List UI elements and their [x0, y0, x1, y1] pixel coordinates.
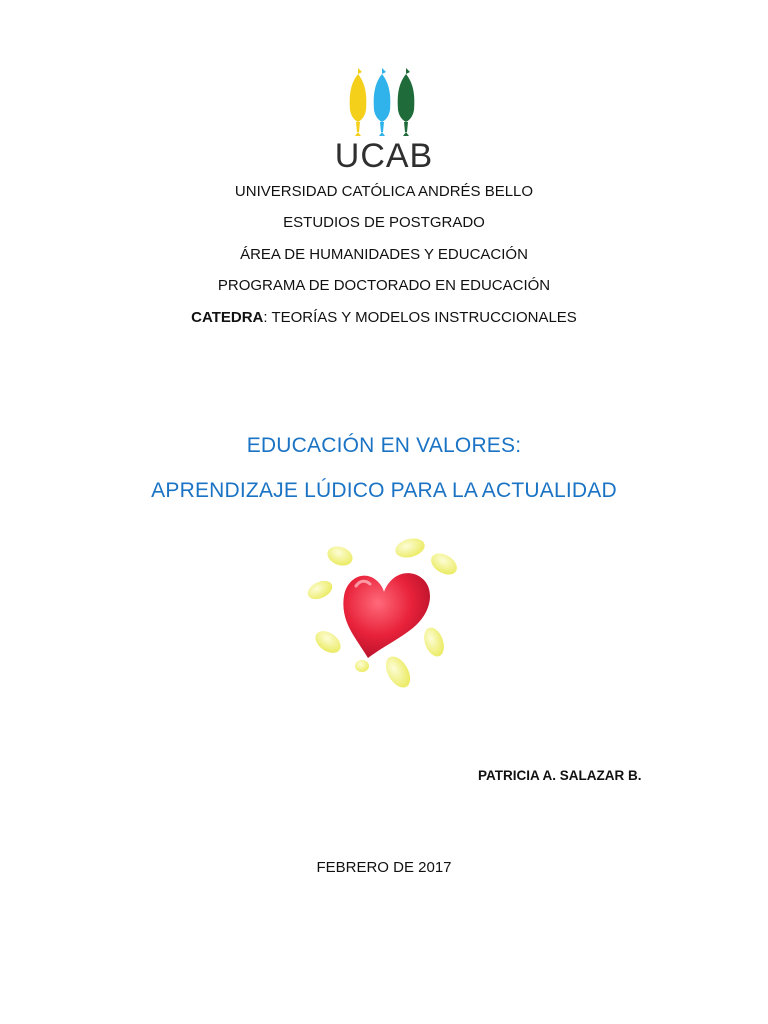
chair-value: : TEORÍAS Y MODELOS INSTRUCCIONALES [263, 309, 577, 326]
program-line: PROGRAMA DE DOCTORADO EN EDUCACIÓN [217, 277, 551, 294]
chair-label: CATEDRA [191, 309, 264, 326]
heart-illustration [296, 534, 472, 694]
document-date: FEBRERO DE 2017 [316, 859, 452, 876]
chair-line [0, 308, 768, 328]
studies-line: ESTUDIOS DE POSTGRADO [283, 214, 485, 231]
logo-pillar-yellow [350, 68, 367, 136]
document-title-line-2: APRENDIZAJE LÚDICO PARA LA ACTUALIDAD [151, 479, 617, 502]
area-line: ÁREA DE HUMANIDADES Y EDUCACIÓN [240, 246, 528, 263]
heart-icon [296, 534, 472, 694]
document-title-line-1: EDUCACIÓN EN VALORES: [246, 434, 522, 457]
author-name: PATRICIA A. SALAZAR B. [478, 768, 642, 783]
logo-pillar-blue [374, 68, 391, 136]
logo-text: UCAB [334, 137, 434, 175]
ucab-logo [334, 66, 434, 174]
university-name: UNIVERSIDAD CATÓLICA ANDRÉS BELLO [234, 183, 534, 200]
logo-pillars-icon [334, 66, 434, 138]
logo-pillar-green [398, 68, 415, 136]
